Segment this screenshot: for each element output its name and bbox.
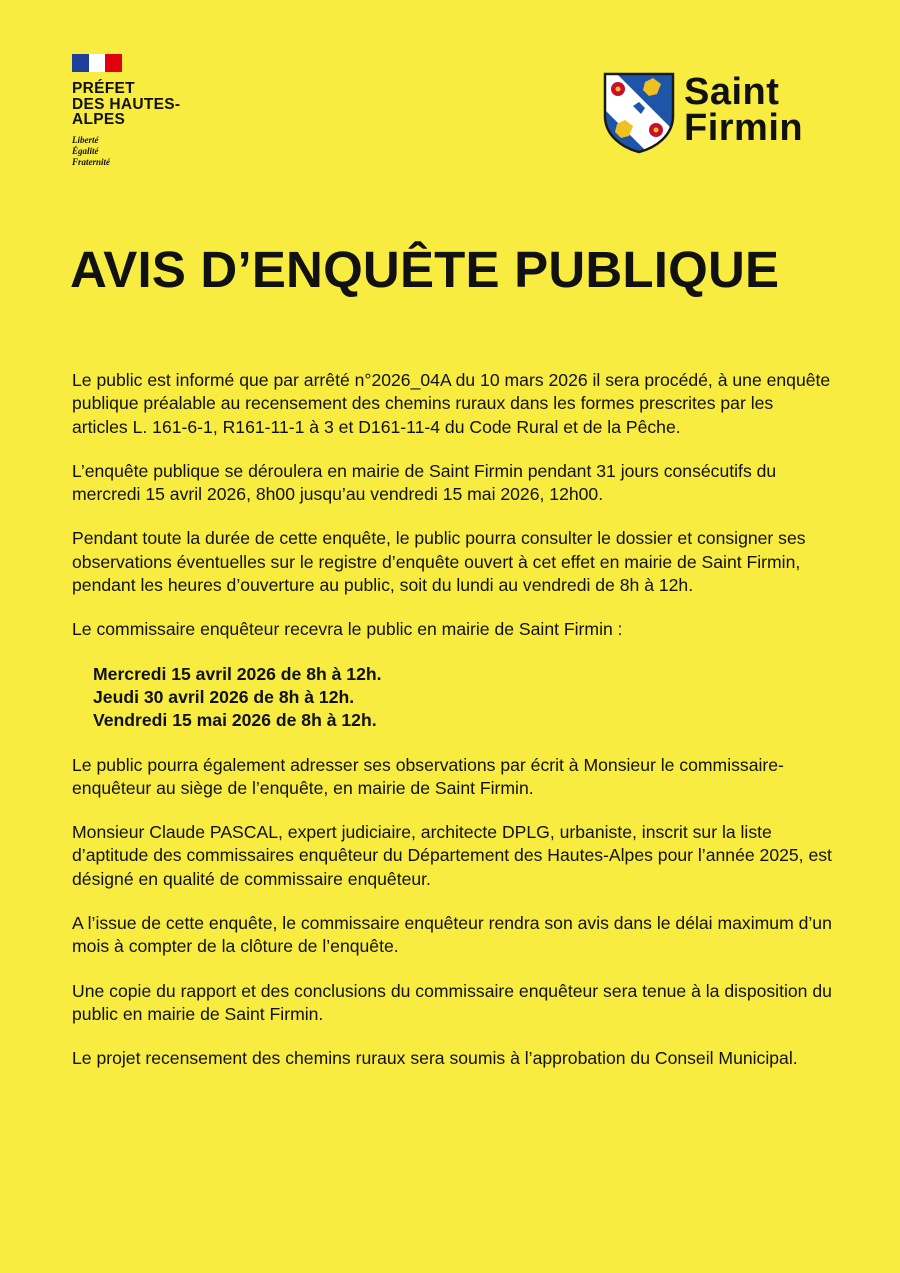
notice-body — [72, 369, 832, 1092]
paragraph-consultation: Pendant toute la durée de cette enquête, le public pourra consulter le dossier et consigner ses observations éventuelles sur le registre d’enquête ouvert à cet effet en mairie de Saint Firmin, pendant les heures d’ouverture au public, soit du lundi au vendredi de 8h à 12h. — [72, 528, 806, 596]
schedule-item: Jeudi 30 avril 2026 de 8h à 12h. — [93, 686, 355, 707]
french-flag-icon — [72, 54, 122, 72]
prefet-title-line-3: ALPES — [72, 111, 126, 128]
page-title: AVIS D’ENQUÊTE PUBLIQUE — [70, 241, 780, 298]
republic-motto — [72, 135, 252, 168]
paragraph-approval: Le projet recensement des chemins ruraux sera soumis à l’approbation du Conseil Municipal. — [72, 1048, 798, 1069]
commune-logo — [603, 72, 834, 154]
prefet-logo — [72, 54, 252, 168]
paragraph-commissioner: Monsieur Claude PASCAL, expert judiciaire, architecte DPLG, urbaniste, inscrit sur la liste d’aptitude des commissaires enquêteur du Département des Hautes-Alpes pour l’année 2025, est désigné en qualité de commissaire enquêteur. — [72, 822, 832, 889]
paragraph-opinion: A l’issue de cette enquête, le commissaire enquêteur rendra son avis dans le délai maximum d’un mois à compter de la clôture de l’enquête. — [72, 913, 832, 957]
paragraph-decree: Le public est informé que par arrêté n°2026_04A du 10 mars 2026 il sera procédé, à une enquête publique préalable au recensement des chemins ruraux dans les formes prescrites par les articles L. 161-6-1, R161-11-1 à 3 et D161-11-4 du Code Rural et de la Pêche. — [72, 370, 831, 437]
paragraph-dates: L’enquête publique se déroulera en mairie de Saint Firmin pendant 31 jours consécutifs du mercredi 15 avril 2026, 8h00 jusqu’au vendredi 15 mai 2026, 12h00. — [72, 460, 777, 505]
commune-name — [684, 71, 834, 149]
paragraph-report-copy: Une copie du rapport et des conclusions du commissaire enquêteur sera tenue à la disposition du public en mairie de Saint Firmin. — [72, 980, 832, 1024]
commune-name-line-1: Saint — [684, 71, 780, 113]
schedule-item: Vendredi 15 mai 2026 de 8h à 12h. — [93, 710, 377, 731]
paragraph-reception-intro: Le commissaire enquêteur recevra le public en mairie de Saint Firmin : — [72, 619, 623, 640]
schedule-item: Mercredi 15 avril 2026 de 8h à 12h. — [93, 663, 382, 684]
commune-name-line-2: Firmin — [684, 107, 804, 149]
motto-egalite: Égalité — [72, 145, 99, 156]
prefet-title-line-2: DES HAUTES- — [72, 95, 181, 113]
coat-of-arms-icon — [603, 72, 675, 154]
paragraph-written-observations: Le public pourra également adresser ses observations par écrit à Monsieur le commissaire-enquêteur au siège de l’enquête, en mairie de Saint Firmin. — [72, 754, 784, 798]
motto-fraternite: Fraternité — [72, 156, 111, 167]
motto-liberte: Liberté — [72, 134, 99, 145]
reception-schedule — [93, 663, 832, 733]
prefet-title-line-1: PRÉFET — [72, 80, 135, 97]
